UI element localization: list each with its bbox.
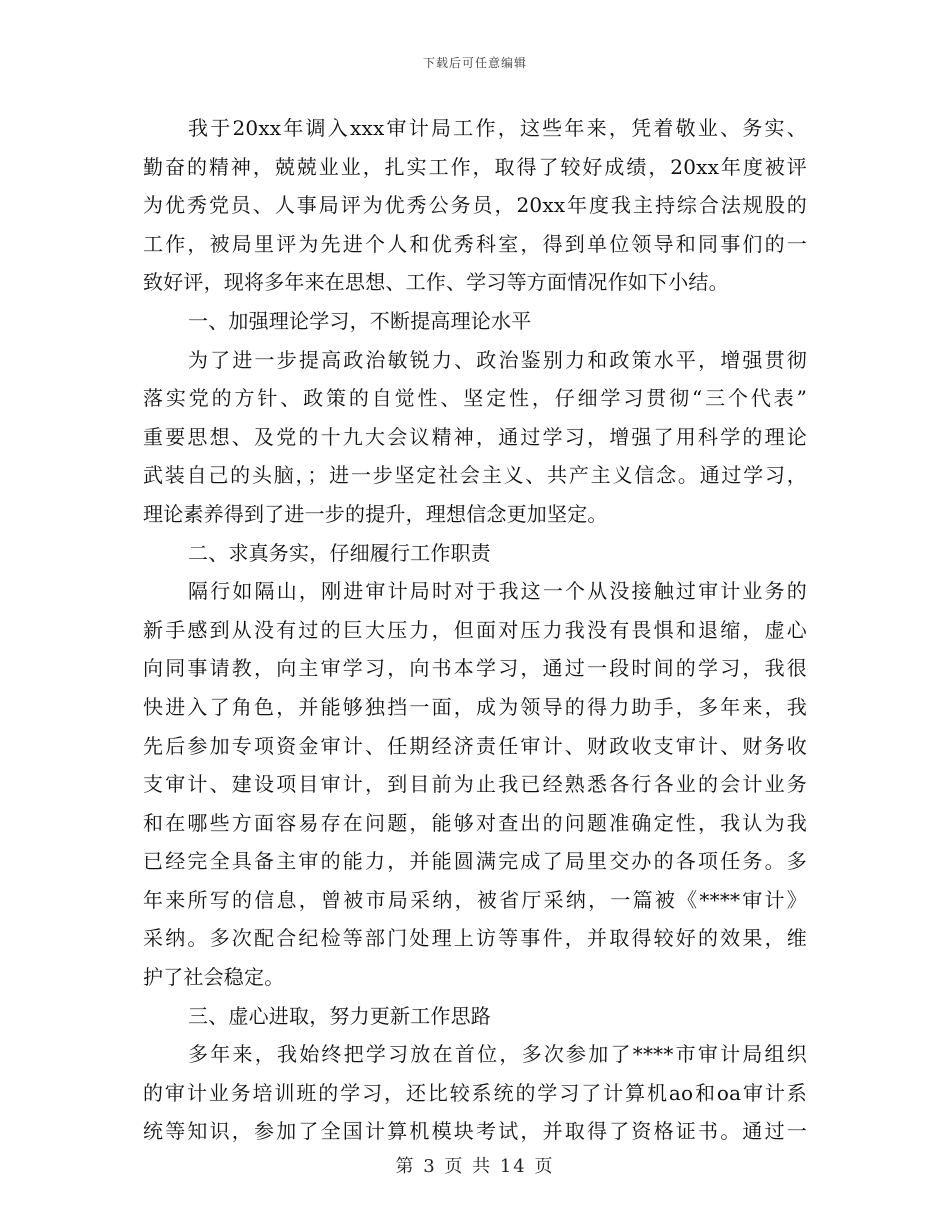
text-line: 落实党的方针、政策的自觉性、坚定性，仔细学习贯彻“三个代表” xyxy=(143,386,807,411)
page-header-note: 下载后可任意编辑 xyxy=(422,56,527,70)
text-line: 采纳。多次配合纪检等部门处理上访等事件，并取得较好的效果，维 xyxy=(143,926,807,951)
text-line: 工作，被局里评为先进个人和优秀科室，得到单位领导和同事们的一 xyxy=(143,231,807,256)
text-line: 二、求真务实，仔细履行工作职责 xyxy=(188,540,491,565)
text-line: 已经完全具备主审的能力，并能圆满完成了局里交办的各项任务。多 xyxy=(143,849,807,874)
text-line: 先后参加专项资金审计、任期经济责任审计、财政收支审计、财务收 xyxy=(143,733,807,758)
text-line: 的审计业务培训班的学习，还比较系统的学习了计算机ao和oa审计系 xyxy=(143,1080,807,1105)
text-line: 隔行如隔山，刚进审计局时对于我这一个从没接触过审计业务的 xyxy=(188,579,807,604)
text-line: 快进入了角色，并能够独挡一面，成为领导的得力助手，多年来，我 xyxy=(143,694,807,719)
text-line: 为优秀党员、人事局评为优秀公务员，20xx年度我主持综合法规股的 xyxy=(143,193,807,218)
text-line: 三、虚心进取，努力更新工作思路 xyxy=(188,1003,491,1028)
text-line: 统等知识，参加了全国计算机模块考试，并取得了资格证书。通过一 xyxy=(143,1119,807,1144)
text-line: 多年来，我始终把学习放在首位，多次参加了****市审计局组织 xyxy=(188,1042,807,1067)
text-line: 向同事请教，向主审学习，向书本学习，通过一段时间的学习，我很 xyxy=(143,656,807,681)
text-line: 一、加强理论学习，不断提高理论水平 xyxy=(188,308,532,333)
body-text xyxy=(143,109,807,1151)
text-line: 护了社会稳定。 xyxy=(143,965,285,990)
page-number-footer: 第 3 页 共 14 页 xyxy=(395,1156,555,1177)
text-line: 支审计、建设项目审计，到目前为止我已经熟悉各行各业的会计业务 xyxy=(143,772,807,797)
text-line: 和在哪些方面容易存在问题，能够对查出的问题准确定性，我认为我 xyxy=(143,810,807,835)
text-line: 理论素养得到了进一步的提升，理想信念更加坚定。 xyxy=(143,501,608,526)
text-line: 重要思想、及党的十九大会议精神，通过学习，增强了用科学的理论 xyxy=(143,424,807,449)
text-line: 新手感到从没有过的巨大压力，但面对压力我没有畏惧和退缩，虚心 xyxy=(143,617,807,642)
text-line: 我于20xx年调入xxx审计局工作，这些年来，凭着敬业、务实、 xyxy=(188,116,807,140)
text-line: 武装自己的头脑，；进一步坚定社会主义、共产主义信念。通过学习， xyxy=(143,463,807,488)
text-line: 为了进一步提高政治敏锐力、政治鉴别力和政策水平，增强贯彻 xyxy=(188,347,807,372)
text-line: 年来所写的信息，曾被市局采纳，被省厅采纳，一篇被《****审计》 xyxy=(143,887,807,912)
text-line: 致好评，现将多年来在思想、工作、学习等方面情况作如下小结。 xyxy=(143,270,729,295)
text-line: 勤奋的精神，兢兢业业，扎实工作，取得了较好成绩，20xx年度被评 xyxy=(143,154,807,179)
